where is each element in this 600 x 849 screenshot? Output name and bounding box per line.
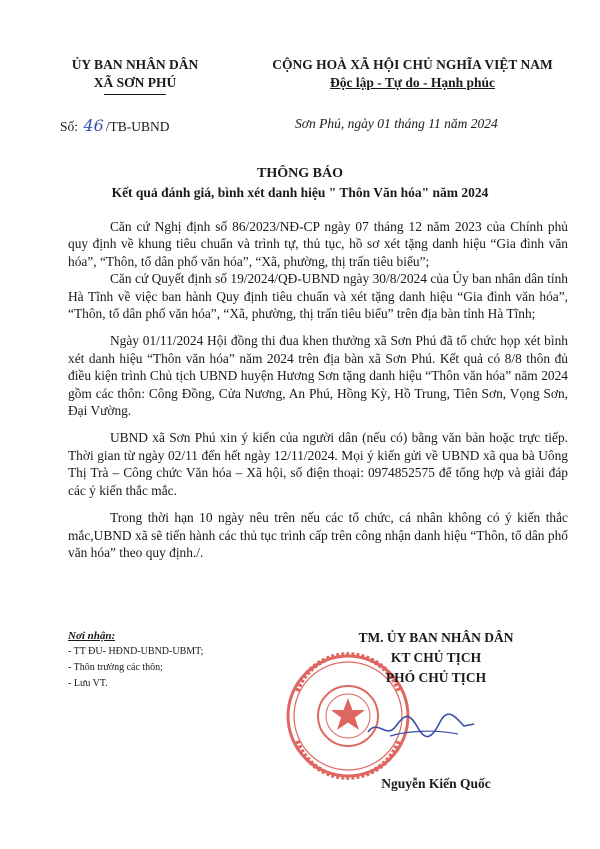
recipient-item: - TT ĐU- HĐND-UBND-UBMT; xyxy=(68,646,204,657)
document-number xyxy=(60,116,170,135)
document-body xyxy=(68,218,568,571)
country-name: CỘNG HOÀ XÃ HỘI CHỦ NGHĨA VIỆT NAM xyxy=(272,57,553,72)
recipient-item: - Lưu VT. xyxy=(68,678,108,689)
signature-block xyxy=(318,628,554,791)
signer-name: Nguyễn Kiến Quốc xyxy=(381,776,491,791)
place-date: Sơn Phú, ngày 01 tháng 11 năm 2024 xyxy=(295,116,498,131)
authority-line-1: ỦY BAN NHÂN DÂN xyxy=(71,57,199,72)
handwritten-signature-icon xyxy=(360,700,480,750)
paragraph-feedback: UBND xã Sơn Phú xin ý kiến của người dân (nếu có) bằng văn bản hoặc trực tiếp. Thời gian từ ngày 02/11 đến hết ngày 12/11/2024. Mọi ý kiến gửi về UBND xã qua bà Uông Thị Trà – Công chức Văn hóa – Xã hội, số điện thoại: 0974852575 để tổng hợp và giải đáp các ý kiến thắc mắc. xyxy=(68,430,568,498)
paragraph-deadline: Trong thời hạn 10 ngày nêu trên nếu các tổ chức, cá nhân không có ý kiến thắc mắc,UBND xã sẽ tiến hành các thủ tục trình cấp trên công nhận danh hiệu “Thôn, tổ dân phố văn hóa” theo quy định./. xyxy=(68,510,568,560)
authority-underline xyxy=(104,94,166,95)
document-number-handwritten: 46 xyxy=(83,116,104,135)
recipients xyxy=(68,628,318,692)
document-title xyxy=(0,164,600,202)
national-motto xyxy=(250,56,575,92)
motto: Độc lập - Tự do - Hạnh phúc xyxy=(329,75,496,90)
title-main: THÔNG BÁO xyxy=(257,166,343,181)
signature-line-3: PHÓ CHỦ TỊCH xyxy=(385,670,487,685)
recipient-item: - Thôn trưởng các thôn; xyxy=(68,662,163,673)
recipients-heading: Nơi nhận: xyxy=(68,630,116,642)
paragraph-legal-basis-1: Căn cứ Nghị định số 86/2023/NĐ-CP ngày 07 tháng 12 năm 2023 của Chính phủ quy định về khung tiêu chuẩn và trình tự, thủ tục, hồ sơ xét tặng danh hiệu “Gia đình văn hóa”, “Thôn, tổ dân phố văn hóa”, “Xã, phường, thị trấn tiêu biểu”; xyxy=(68,219,568,269)
signature-line-2: KT CHỦ TỊCH xyxy=(390,650,482,665)
document-number-suffix: /TB-UBND xyxy=(105,119,170,134)
title-sub: Kết quả đánh giá, bình xét danh hiệu " Thôn Văn hóa" năm 2024 xyxy=(111,185,489,200)
paragraph-legal-basis-2: Căn cứ Quyết định số 19/2024/QĐ-UBND ngày 30/8/2024 của Ủy ban nhân dân tỉnh Hà Tĩnh về việc ban hành Quy định tiêu chuẩn và xét tặng danh hiệu “Gia đình văn hóa”, “Thôn, tổ dân phố văn hóa”, “Xã, phường, thị trấn tiêu biểu” trên địa bàn tỉnh Hà Tĩnh; xyxy=(68,271,568,322)
issuing-authority xyxy=(40,56,230,95)
document-number-prefix: Số: xyxy=(60,119,79,134)
signature-line-1: TM. ỦY BAN NHÂN DÂN xyxy=(358,630,514,645)
authority-line-2: XÃ SƠN PHÚ xyxy=(93,75,177,90)
paragraph-result: Ngày 01/11/2024 Hội đồng thi đua khen thưởng xã Sơn Phú đã tổ chức họp xét bình xét danh hiệu “Thôn văn hóa” năm 2024 trên địa bàn xã Sơn Phú. Kết quả có 8/8 thôn đủ điều kiện trình Chủ tịch UBND huyện Hương Sơn tặng danh hiệu “Thôn văn hóa” năm 2024 gồm các thôn: Công Đồng, Cửa Nương, An Phú, Hồng Kỳ, Hồ Trung, Tiên Sơn, Vọng Sơn, Đại Vường. xyxy=(68,333,568,419)
